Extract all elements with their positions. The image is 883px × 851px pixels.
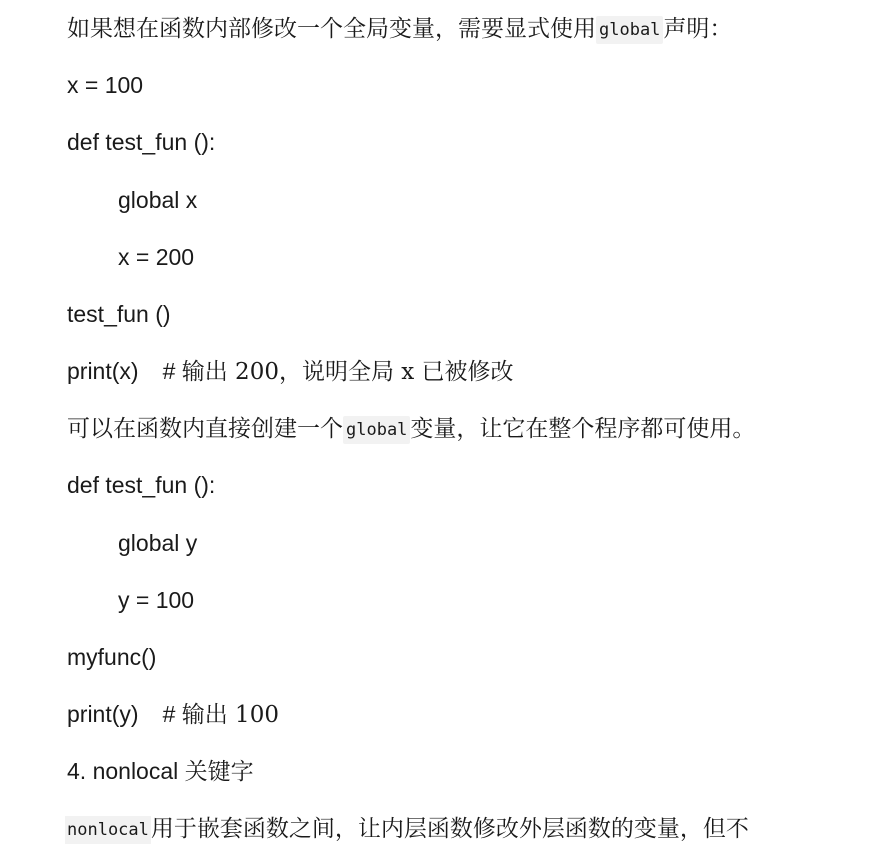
paragraph-nonlocal-intro [67, 808, 749, 848]
code-line-myfunc-call: myfunc() [67, 644, 157, 670]
paragraph-text-before: 如果想在函数内部修改一个全局变量，需要显式使用 [67, 16, 596, 42]
paragraph-global-intro [67, 8, 732, 48]
section-heading-nonlocal [67, 751, 254, 791]
code-line-x-200: x = 200 [118, 244, 195, 270]
code-line-global-y: global y [118, 530, 198, 556]
print-call: print(x) [67, 358, 139, 384]
code-line-global-x: global x [118, 187, 198, 213]
comment-hash: # [162, 701, 176, 727]
code-line-print-y [67, 694, 279, 734]
comment-text: 输出 200，说明全局 x 已被修改 [181, 359, 514, 385]
paragraph-text-after: 声明： [663, 16, 733, 42]
comment-text: 输出 100 [181, 702, 279, 728]
comment-hash: # [162, 358, 176, 384]
inline-code-nonlocal: nonlocal [65, 816, 151, 844]
code-line-def-test-fun: def test_fun (): [67, 129, 216, 155]
code-line-x-assign: x = 100 [67, 72, 144, 98]
inline-code-global: global [596, 16, 663, 44]
paragraph-text-after: 变量，让它在整个程序都可使用。 [410, 416, 756, 442]
paragraph-text-after: 用于嵌套函数之间，让内层函数修改外层函数的变量，但不 [150, 816, 749, 842]
inline-code-global: global [343, 416, 410, 444]
print-call: print(y) [67, 701, 139, 727]
code-line-call-test-fun: test_fun () [67, 301, 171, 327]
paragraph-text-before: 可以在函数内直接创建一个 [67, 416, 343, 442]
heading-number: 4. nonlocal [67, 758, 179, 784]
heading-title: 关键字 [184, 759, 254, 785]
paragraph-create-global [67, 408, 755, 448]
code-line-y-100: y = 100 [118, 587, 195, 613]
code-line-print-x [67, 351, 514, 391]
code-line-def-test-fun-2: def test_fun (): [67, 472, 216, 498]
